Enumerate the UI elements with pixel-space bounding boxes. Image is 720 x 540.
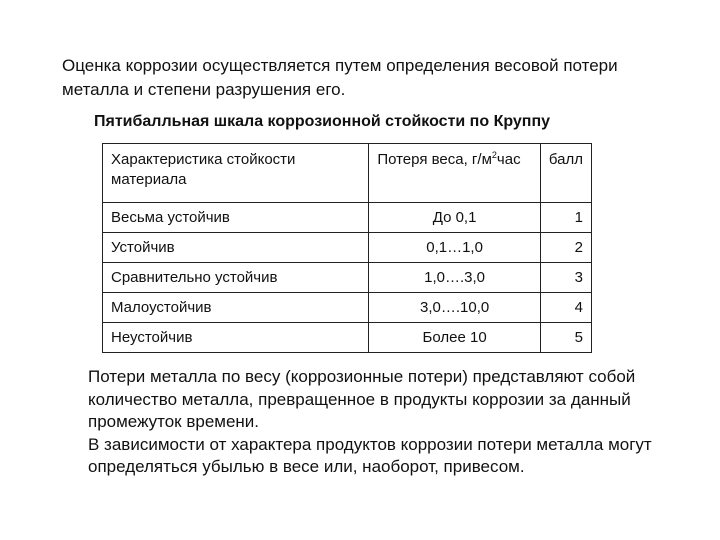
header-weight-loss — [369, 144, 541, 203]
row-weight-loss: До 0,1 — [369, 203, 541, 233]
row-characteristic: Сравнительно устойчив — [103, 263, 369, 293]
row-weight-loss: 0,1…1,0 — [369, 233, 541, 263]
row-characteristic: Устойчив — [103, 233, 369, 263]
table-header-row — [103, 144, 592, 203]
row-weight-loss: 3,0….10,0 — [369, 293, 541, 323]
note-paragraph-losses: Потери металла по весу (коррозионные потери) представляют собой количество металла, превращенное в продукты коррозии за данный промежуток времени. — [88, 367, 636, 431]
table-row — [103, 323, 592, 353]
row-score: 2 — [540, 233, 591, 263]
header-characteristic: Характеристика стойкости материала — [103, 144, 369, 203]
row-score: 5 — [540, 323, 591, 353]
note-paragraph-measurement: В зависимости от характера продуктов коррозии потери металла могут определяться убылью в весе или, наоборот, привесом. — [88, 434, 652, 476]
row-characteristic: Весьма устойчив — [103, 203, 369, 233]
row-score: 1 — [540, 203, 591, 233]
corrosion-resistance-table — [102, 143, 592, 353]
row-weight-loss: Более 10 — [369, 323, 541, 353]
table-row — [103, 233, 592, 263]
notes-block — [88, 366, 668, 479]
table-title: Пятибалльная шкала коррозионной стойкости по Круппу — [94, 113, 551, 130]
table-row — [103, 263, 592, 293]
row-characteristic: Неустойчив — [103, 323, 369, 353]
table-row — [103, 293, 592, 323]
header-weight-loss-unit: час — [496, 151, 521, 168]
intro-paragraph: Оценка коррозии осуществляется путем определения весовой потери металла и степени разрушения его. — [62, 56, 618, 99]
row-weight-loss: 1,0….3,0 — [369, 263, 541, 293]
row-score: 4 — [540, 293, 591, 323]
header-weight-loss-exponent: 2 — [491, 150, 497, 160]
row-score: 3 — [540, 263, 591, 293]
header-score: балл — [540, 144, 591, 203]
row-characteristic: Малоустойчив — [103, 293, 369, 323]
table-row — [103, 203, 592, 233]
header-weight-loss-label: Потеря веса, г/м — [377, 151, 492, 168]
